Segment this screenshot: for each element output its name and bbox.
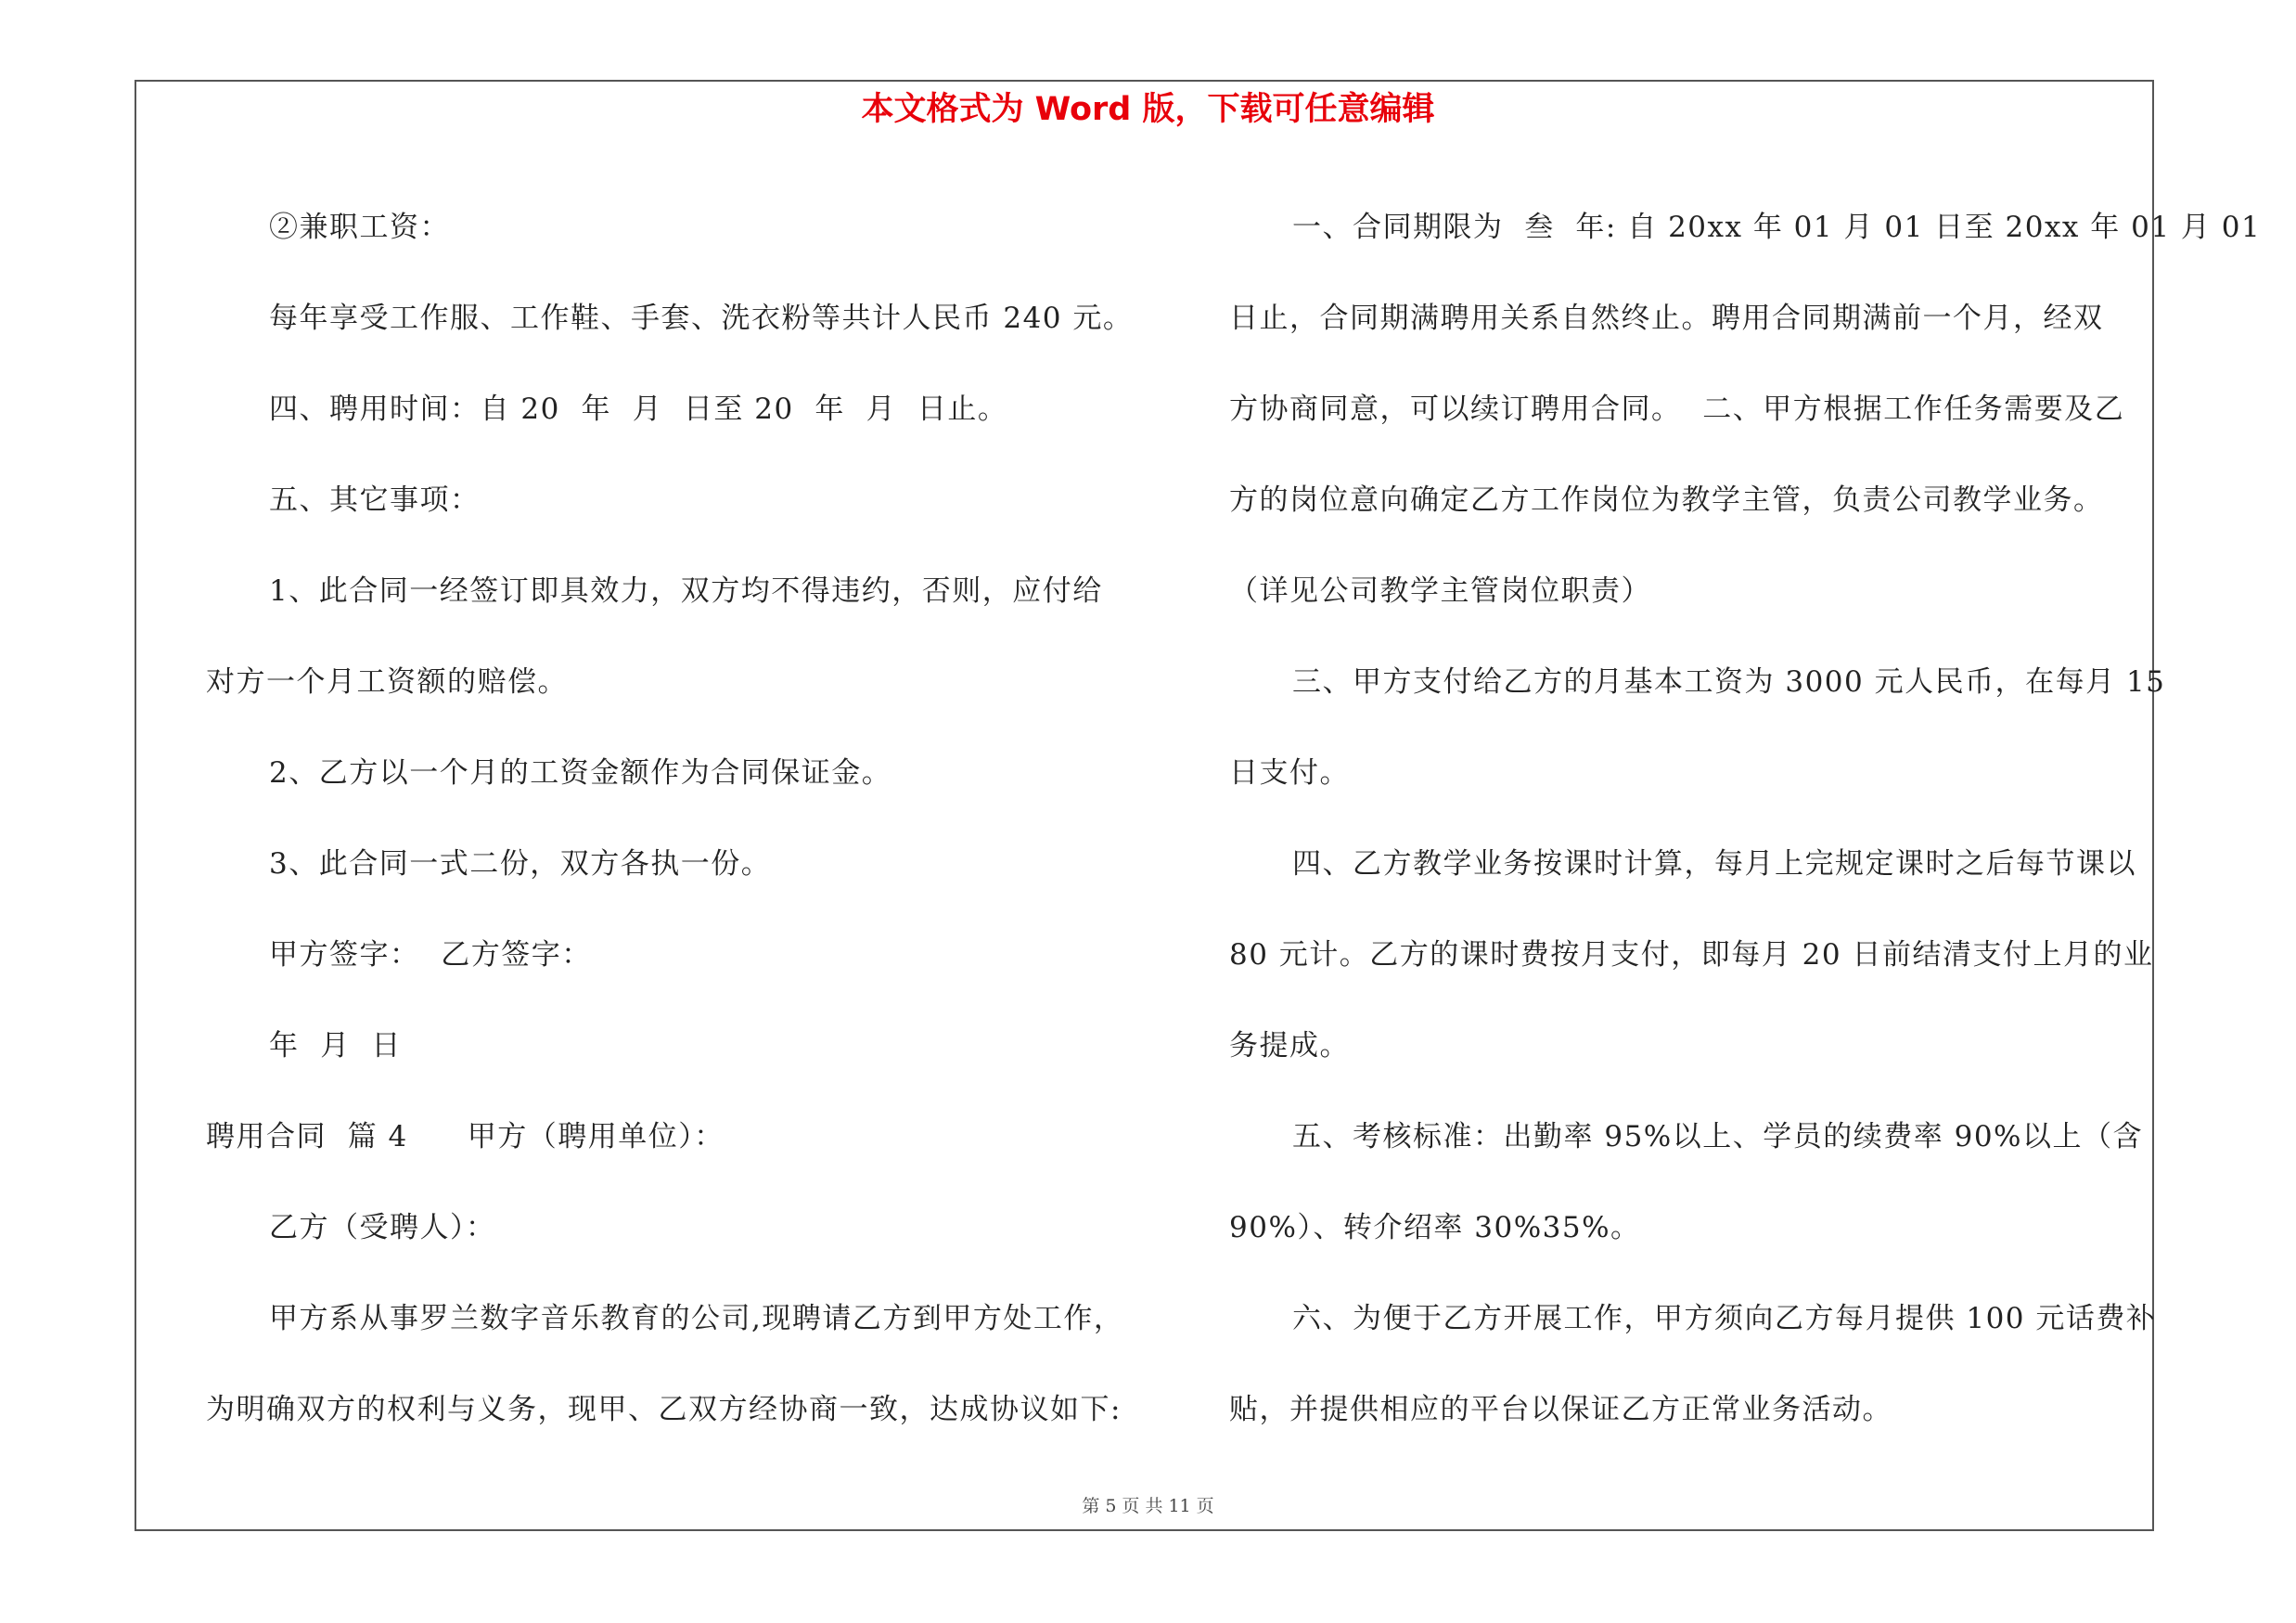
paragraph-line: 3、此合同一式二份，双方各执一份。 — [269, 847, 772, 881]
signature-line: 甲方签字： 乙方签字： — [269, 938, 592, 972]
paragraph-line: 为明确双方的权利与义务，现甲、乙双方经协商一致，达成协议如下: — [206, 1393, 1122, 1426]
paragraph-line: 方协商同意，可以续订聘用合同。 二、甲方根据工作任务需要及乙 — [1229, 393, 2125, 426]
paragraph-line: 80 元计。乙方的课时费按月支付，即每月 20 日前结清支付上月的业 — [1229, 938, 2154, 972]
paragraph-line: 日支付。 — [1229, 756, 1350, 790]
paragraph-line: （详见公司教学主管岗位职责） — [1229, 574, 1651, 608]
paragraph-line: 乙方（受聘人）： — [269, 1211, 496, 1244]
current-page: 5 — [1105, 1496, 1117, 1516]
paragraph-line: 六、为便于乙方开展工作，甲方须向乙方每月提供 100 元话费补 — [1292, 1302, 2157, 1335]
right-column — [1229, 182, 2262, 1455]
section-title: 聘用合同 篇 4 — [206, 1120, 408, 1153]
paragraph-line: 五、其它事项： — [269, 483, 481, 517]
paragraph-line: 90%）、转介绍率 30%35%。 — [1229, 1211, 1641, 1244]
paragraph-line: 甲方系从事罗兰数字音乐教育的公司,现聘请乙方到甲方处工作， — [269, 1302, 1124, 1335]
paragraph-line: 务提成。 — [1229, 1029, 1350, 1063]
paragraph-line: 四、乙方教学业务按课时计算，每月上完规定课时之后每节课以 — [1292, 847, 2136, 881]
paragraph-line: 三、甲方支付给乙方的月基本工资为 3000 元人民币，在每月 15 — [1292, 665, 2166, 699]
paragraph-line: 每年享受工作服、工作鞋、手套、洗衣粉等共计人民币 240 元。 — [269, 302, 1134, 335]
footer-suffix: 页 — [1196, 1496, 1214, 1516]
date-line: 年 月 日 — [269, 1029, 402, 1063]
total-pages: 11 — [1168, 1496, 1191, 1516]
format-banner: 本文格式为 Word 版，下载可任意编辑 — [861, 91, 1435, 128]
paragraph-line: 四、聘用时间：自 20 年 月 日至 20 年 月 日止。 — [269, 393, 1008, 426]
paragraph-line: ②兼职工资： — [269, 211, 450, 244]
paragraph-line: 贴，并提供相应的平台以保证乙方正常业务活动。 — [1229, 1393, 1892, 1426]
paragraph-line: 对方一个月工资额的赔偿。 — [206, 665, 568, 699]
section-heading — [206, 1091, 1180, 1182]
footer-middle: 页 共 — [1122, 1496, 1163, 1516]
page-number-footer — [0, 1493, 2296, 1519]
left-column — [206, 182, 1180, 1455]
paragraph-line: 一、合同期限为 叁 年: 自 20xx 年 01 月 01 日至 20xx 年 01 月 01 — [1292, 211, 2262, 244]
paragraph-line: 2、乙方以一个月的工资金额作为合同保证金。 — [269, 756, 892, 790]
paragraph-line: 方的岗位意向确定乙方工作岗位为教学主管，负责公司教学业务。 — [1229, 483, 2104, 517]
paragraph-line: 日止，合同期满聘用关系自然终止。聘用合同期满前一个月，经双 — [1229, 302, 2104, 335]
paragraph-line: 五、考核标准：出勤率 95%以上、学员的续费率 90%以上（含 — [1292, 1120, 2144, 1153]
paragraph-line: 1、此合同一经签订即具效力，双方均不得违约，否则，应付给 — [269, 574, 1103, 608]
footer-prefix: 第 — [1082, 1496, 1100, 1516]
party-a-label: 甲方（聘用单位）： — [467, 1120, 725, 1153]
